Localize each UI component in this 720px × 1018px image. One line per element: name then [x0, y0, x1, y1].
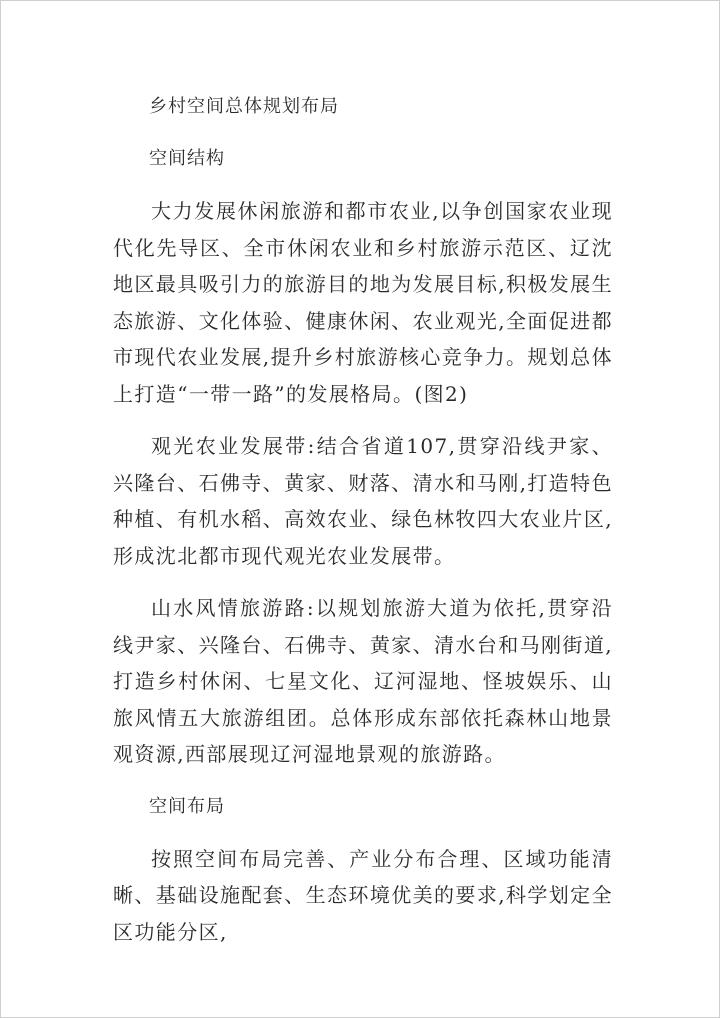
section-heading-overall-planning: 乡村空间总体规划布局	[149, 96, 339, 117]
paragraph-development-goals: 大力发展休闲旅游和都市农业,以争创国家农业现代化先导区、全市休闲农业和乡村旅游示范区、辽沈地区最具吸引力的旅游目的地为发展目标,积极发展生态旅游、文化体验、健康休闲、农业观光,全面促进都市现代农业发展,提升乡村旅游核心竞争力。规划总体上打造“一带一路”的发展格局。(图2)	[113, 199, 613, 406]
document-body	[113, 89, 613, 966]
section-heading-spatial-structure: 空间结构	[149, 148, 225, 169]
section-heading-spatial-layout: 空间布局	[149, 795, 225, 817]
paragraph-functional-zoning: 按照空间布局完善、产业分布合理、区域功能清晰、基础设施配套、生态环境优美的要求,科学划定全区功能分区,	[113, 846, 613, 944]
paragraph-tourism-road: 山水风情旅游路:以规划旅游大道为依托,贯穿沿线尹家、兴隆台、石佛寺、黄家、清水台和马刚街道,打造乡村休闲、七星文化、辽河湿地、怪坡娱乐、山旅风情五大旅游组团。总体形成东部依托森林山地景观资源,西部展现辽河湿地景观的旅游路。	[113, 596, 613, 766]
paragraph-agriculture-belt: 观光农业发展带:结合省道107,贯穿沿线尹家、兴隆台、石佛寺、黄家、财落、清水和马刚,打造特色种植、有机水稻、高效农业、绿色林牧四大农业片区,形成沈北都市现代观光农业发展带。	[113, 434, 613, 568]
